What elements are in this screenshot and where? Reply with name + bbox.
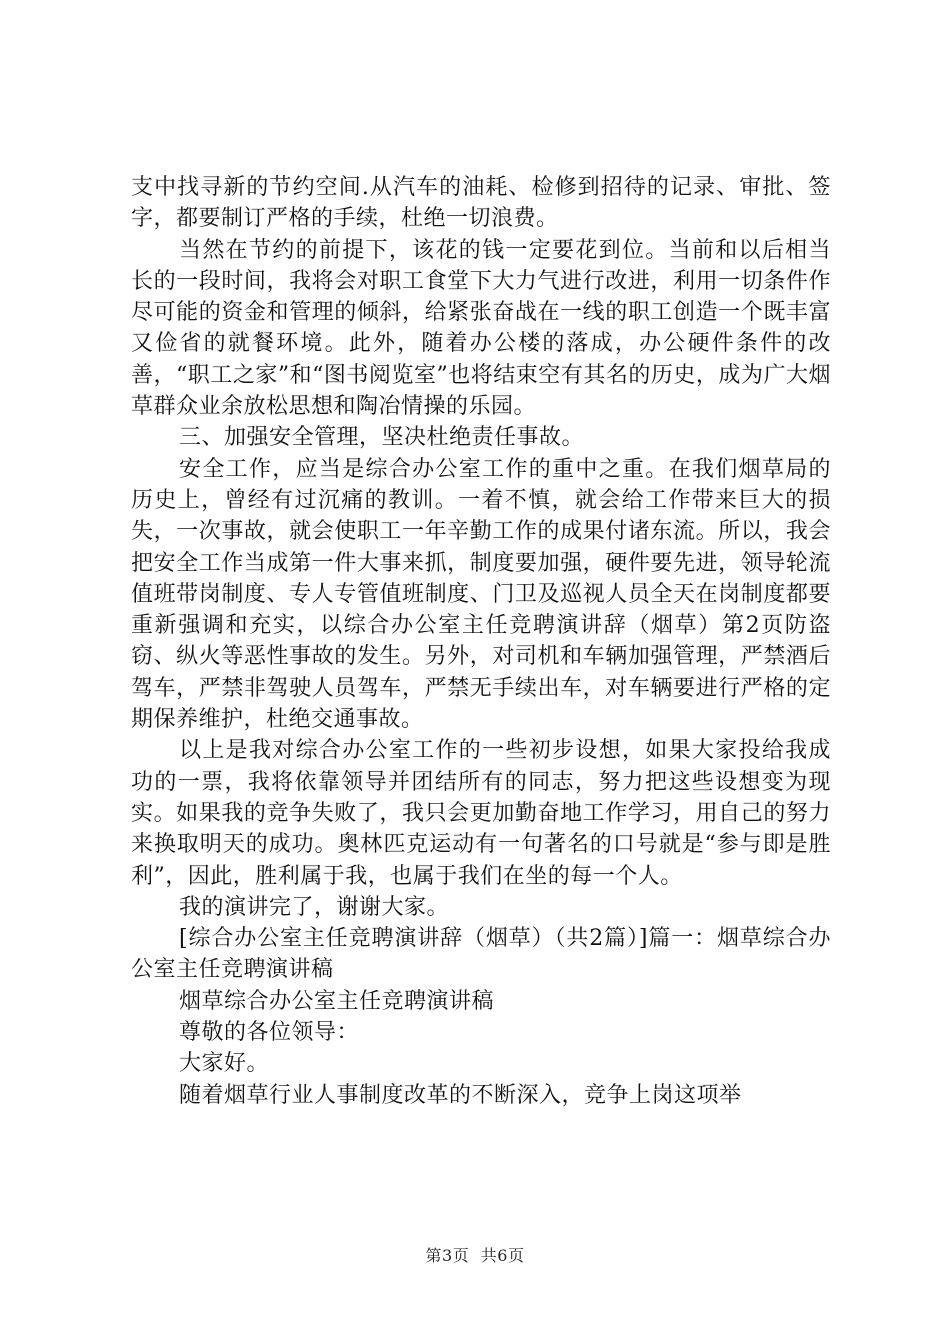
- paragraph: 安全工作，应当是综合办公室工作的重中之重。在我们烟草局的历史上，曾经有过沉痛的教训。一着不慎，就会给工作带来巨大的损失，一次事故，就会使职工一年辛勤工作的成果付诸东流。所以，我会把安全工作当成第一件大事来抓，制度要加强，硬件要先进，领导轮流值班带岗制度、专人专管值班制度、门卫及巡视人员全天在岗制度都要重新强调和充实，以综合办公室主任竞聘演讲辞（烟草）第2页防盗窃、纵火等恶性事故的发生。另外，对司机和车辆加强管理，严禁酒后驾车，严禁非驾驶人员驾车，严禁无手续出车，对车辆要进行严格的定期保养维护，杜绝交通事故。: [131, 456, 831, 733]
- page-number: 第3页: [425, 1246, 470, 1265]
- paragraph: 随着烟草行业人事制度改革的不断深入，竞争上岗这项举: [179, 1082, 742, 1108]
- document-body: [131, 172, 831, 1111]
- greeting: 大家好。: [179, 1051, 270, 1077]
- paragraph: 当然在节约的前提下，该花的钱一定要花到位。当前和以后相当长的一段时间，我将会对职工食堂下大力气进行改进，利用一切条件作尽可能的资金和管理的倾斜，给紧张奋战在一线的职工创造一个既丰富又俭省的就餐环境。此外，随着办公楼的落成，办公硬件条件的改善，“职工之家”和“图书阅览室”也将结束空有其名的历史，成为广大烟草群众业余放松思想和陶冶情操的乐园。: [131, 237, 831, 420]
- page-footer: [0, 1246, 950, 1266]
- paragraph: 以上是我对综合办公室工作的一些初步设想，如果大家投给我成功的一票，我将依靠领导并团结所有的同志，努力把这些设想变为现实。如果我的竞争失败了，我只会更加勤奋地工作学习，用自己的努力来换取明天的成功。奥林匹克运动有一句著名的口号就是“参与即是胜利”，因此，胜利属于我，也属于我们在坐的每一个人。: [131, 738, 831, 889]
- paragraph: 支中找寻新的节约空间.从汽车的油耗、检修到招待的记录、审批、签字，都要制订严格的手续，杜绝一切浪费。: [131, 175, 831, 232]
- section-heading: 三、加强安全管理，坚决杜绝责任事故。: [179, 425, 585, 451]
- salutation: 尊敬的各位领导：: [179, 1020, 360, 1046]
- paragraph: [综合办公室主任竞聘演讲辞（烟草）（共2篇）]篇一：烟草综合办公室主任竞聘演讲稿: [131, 926, 831, 983]
- speech-title: 烟草综合办公室主任竞聘演讲稿: [179, 988, 495, 1014]
- paragraph: 我的演讲完了，谢谢大家。: [179, 894, 450, 920]
- page-total: 共6页: [480, 1246, 525, 1265]
